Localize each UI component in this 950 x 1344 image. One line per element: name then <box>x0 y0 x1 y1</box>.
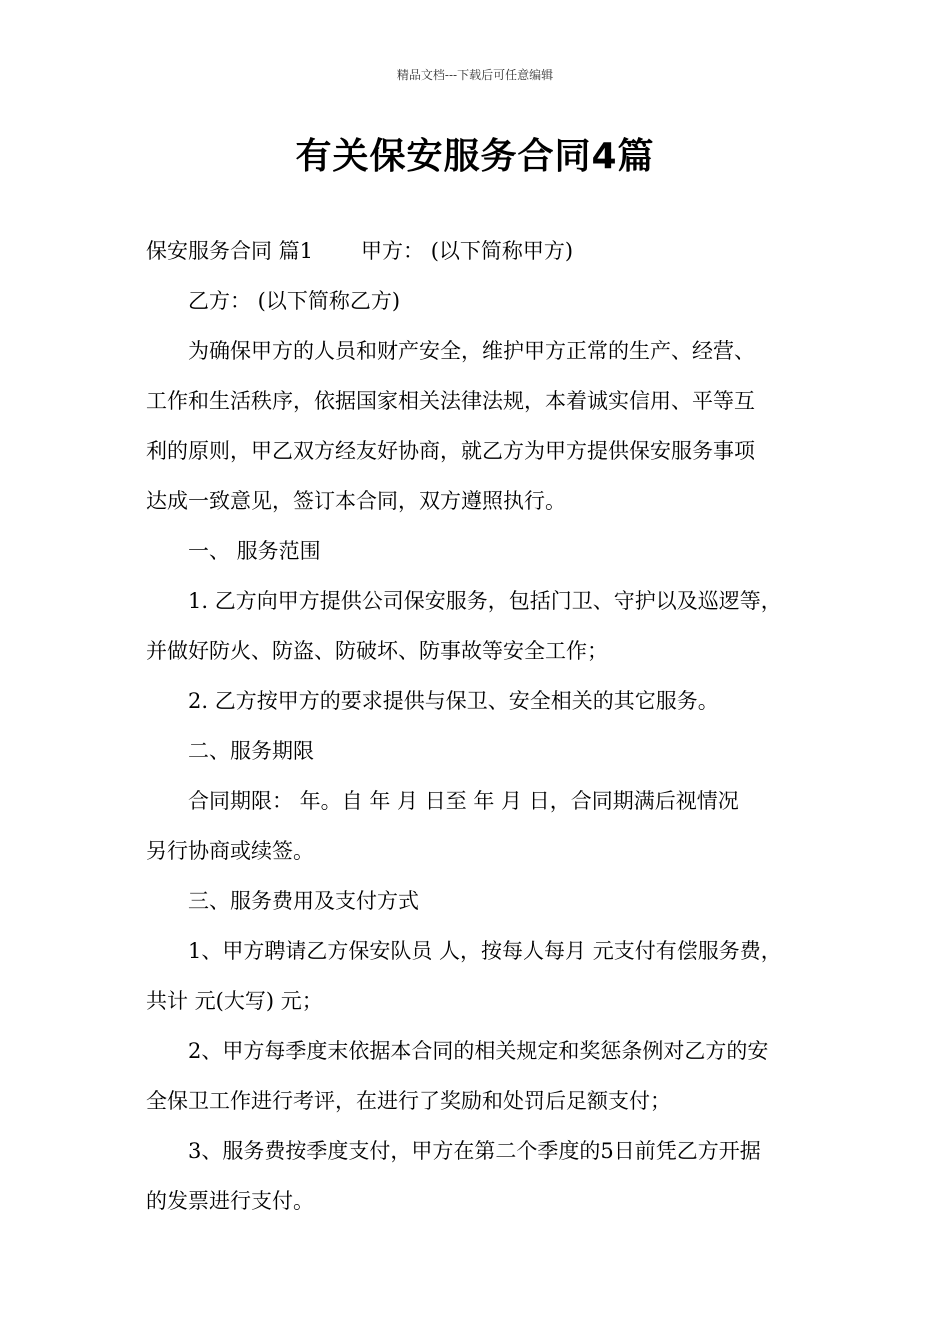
paragraph-line: 达成一致意见，签订本合同，双方遵照执行。 <box>146 489 566 513</box>
paragraph-line <box>146 236 573 266</box>
paragraph-line: 3、服务费按季度支付，甲方在第二个季度的5日前凭乙方开据 <box>188 1139 761 1163</box>
paragraph-line: 并做好防火、防盗、防破坏、防事故等安全工作； <box>146 639 608 663</box>
party-a-line: 甲方： (以下简称甲方) <box>361 239 574 263</box>
document-title: 有关保安服务合同4篇 <box>295 136 655 177</box>
paragraph-line: 为确保甲方的人员和财产安全，维护甲方正常的生产、经营、 <box>188 339 755 363</box>
paragraph-line: 1. 乙方向甲方提供公司保安服务，包括门卫、守护以及巡逻等， <box>188 589 782 613</box>
section-heading: 二、服务期限 <box>188 739 314 763</box>
header-note: 精品文档---下载后可任意编辑 <box>396 68 554 82</box>
paragraph-line: 的发票进行支付。 <box>146 1189 314 1213</box>
party-b-line: 乙方： (以下简称乙方) <box>188 289 401 313</box>
section-heading: 三、服务费用及支付方式 <box>188 889 419 913</box>
paragraph-line: 全保卫工作进行考评，在进行了奖励和处罚后足额支付； <box>146 1089 671 1113</box>
contract-heading: 保安服务合同 篇1 <box>146 239 314 263</box>
paragraph-line: 1、甲方聘请乙方保安队员 人，按每人每月 元支付有偿服务费， <box>188 939 782 963</box>
paragraph-line: 2. 乙方按甲方的要求提供与保卫、安全相关的其它服务。 <box>188 689 719 713</box>
paragraph-line: 共计 元(大写) 元； <box>146 989 323 1013</box>
section-heading: 一、 服务范围 <box>188 539 321 563</box>
paragraph-line: 另行协商或续签。 <box>146 839 314 863</box>
paragraph-line: 2、甲方每季度末依据本合同的相关规定和奖惩条例对乙方的安 <box>188 1039 769 1063</box>
paragraph-line: 利的原则，甲乙双方经友好协商，就乙方为甲方提供保安服务事项 <box>146 439 755 463</box>
paragraph-line: 合同期限： 年。自 年 月 日至 年 月 日，合同期满后视情况 <box>188 789 739 813</box>
paragraph-line: 工作和生活秩序，依据国家相关法律法规，本着诚实信用、平等互 <box>146 389 755 413</box>
